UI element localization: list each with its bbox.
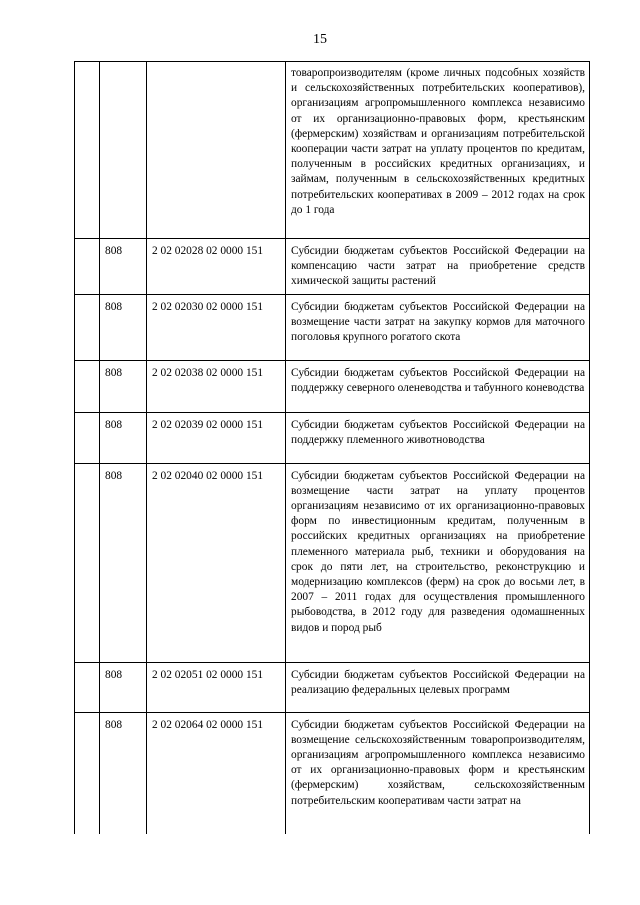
table-cell-empty bbox=[75, 294, 100, 360]
table-cell-admin-code: 808 bbox=[100, 662, 147, 712]
table-cell-empty bbox=[75, 360, 100, 412]
table-cell-budget-code: 2 02 02040 02 0000 151 bbox=[147, 463, 286, 662]
budget-classification-table bbox=[74, 61, 590, 834]
table-cell-admin-code: 808 bbox=[100, 712, 147, 834]
table-cell-empty bbox=[75, 662, 100, 712]
table-cell-budget-code: 2 02 02039 02 0000 151 bbox=[147, 412, 286, 463]
table-cell-admin-code: 808 bbox=[100, 360, 147, 412]
table-row bbox=[75, 412, 590, 463]
table-row bbox=[75, 662, 590, 712]
table-cell-description: Субсидии бюджетам субъектов Российской Федерации на реализацию федеральных целевых программ bbox=[286, 662, 590, 712]
table-cell-description: Субсидии бюджетам субъектов Российской Федерации на возмещение части затрат на уплату процентов организациям независимо от их организационно-правовых форм по инвестиционным кредитам, полученным в российских кредитных организациях на приобретение племенного материала рыб, техники и оборудования на срок до пяти лет, на строительство, реконструкцию и модернизацию комплексов (ферм) на срок до восьми лет, в 2007 – 2011 годах для осуществления промышленного рыбоводства, в 2012 году для разведения одомашненных видов и пород рыб bbox=[286, 463, 590, 662]
table-row bbox=[75, 294, 590, 360]
table-cell-empty bbox=[147, 62, 286, 239]
table-cell-description: товаропроизводителям (кроме личных подсобных хозяйств и сельскохозяйственных потребительских кооперативов), организациям агропромышленного комплекса независимо от их организационно-правовых форм, крестьянским (фермерским) хозяйствам и организациям потребительской кооперации части затрат на уплату процентов по кредитам, полученным в российских кредитных организациях, и займам, полученным в сельскохозяйственных кредитных потребительских кооперативах в 2009 – 2012 годах на срок до 1 года bbox=[286, 62, 590, 239]
table-cell-description: Субсидии бюджетам субъектов Российской Федерации на компенсацию части затрат на приобретение средств химической защиты растений bbox=[286, 239, 590, 295]
table-row bbox=[75, 712, 590, 834]
table-row bbox=[75, 239, 590, 295]
table-cell-empty bbox=[75, 712, 100, 834]
table-row-continuation bbox=[75, 62, 590, 239]
table-cell-empty bbox=[75, 412, 100, 463]
table-cell-description: Субсидии бюджетам субъектов Российской Федерации на поддержку северного оленеводства и табунного коневодства bbox=[286, 360, 590, 412]
table-row bbox=[75, 463, 590, 662]
table-row bbox=[75, 360, 590, 412]
table-cell-budget-code: 2 02 02051 02 0000 151 bbox=[147, 662, 286, 712]
table-cell-empty bbox=[75, 463, 100, 662]
table-cell-description: Субсидии бюджетам субъектов Российской Федерации на возмещение части затрат на закупку кормов для маточного поголовья крупного рогатого скота bbox=[286, 294, 590, 360]
table-cell-budget-code: 2 02 02038 02 0000 151 bbox=[147, 360, 286, 412]
page-number: 15 bbox=[313, 32, 327, 47]
table-cell-empty bbox=[75, 239, 100, 295]
table-cell-description: Субсидии бюджетам субъектов Российской Федерации на возмещение сельскохозяйственным товаропроизводителям, организациям агропромышленного комплекса независимо от их организационно-правовых форм и крестьянским (фермерским) хозяйствам, сельскохозяйственным потребительским кооперативам части затрат на bbox=[286, 712, 590, 834]
table-cell-budget-code: 2 02 02064 02 0000 151 bbox=[147, 712, 286, 834]
table-cell-admin-code: 808 bbox=[100, 294, 147, 360]
table-cell-description: Субсидии бюджетам субъектов Российской Федерации на поддержку племенного животноводства bbox=[286, 412, 590, 463]
table-cell-budget-code: 2 02 02028 02 0000 151 bbox=[147, 239, 286, 295]
table-cell-budget-code: 2 02 02030 02 0000 151 bbox=[147, 294, 286, 360]
table-cell-admin-code: 808 bbox=[100, 463, 147, 662]
table-cell-admin-code: 808 bbox=[100, 239, 147, 295]
table-cell-empty bbox=[75, 62, 100, 239]
table-cell-admin-code: 808 bbox=[100, 412, 147, 463]
table-cell-empty bbox=[100, 62, 147, 239]
